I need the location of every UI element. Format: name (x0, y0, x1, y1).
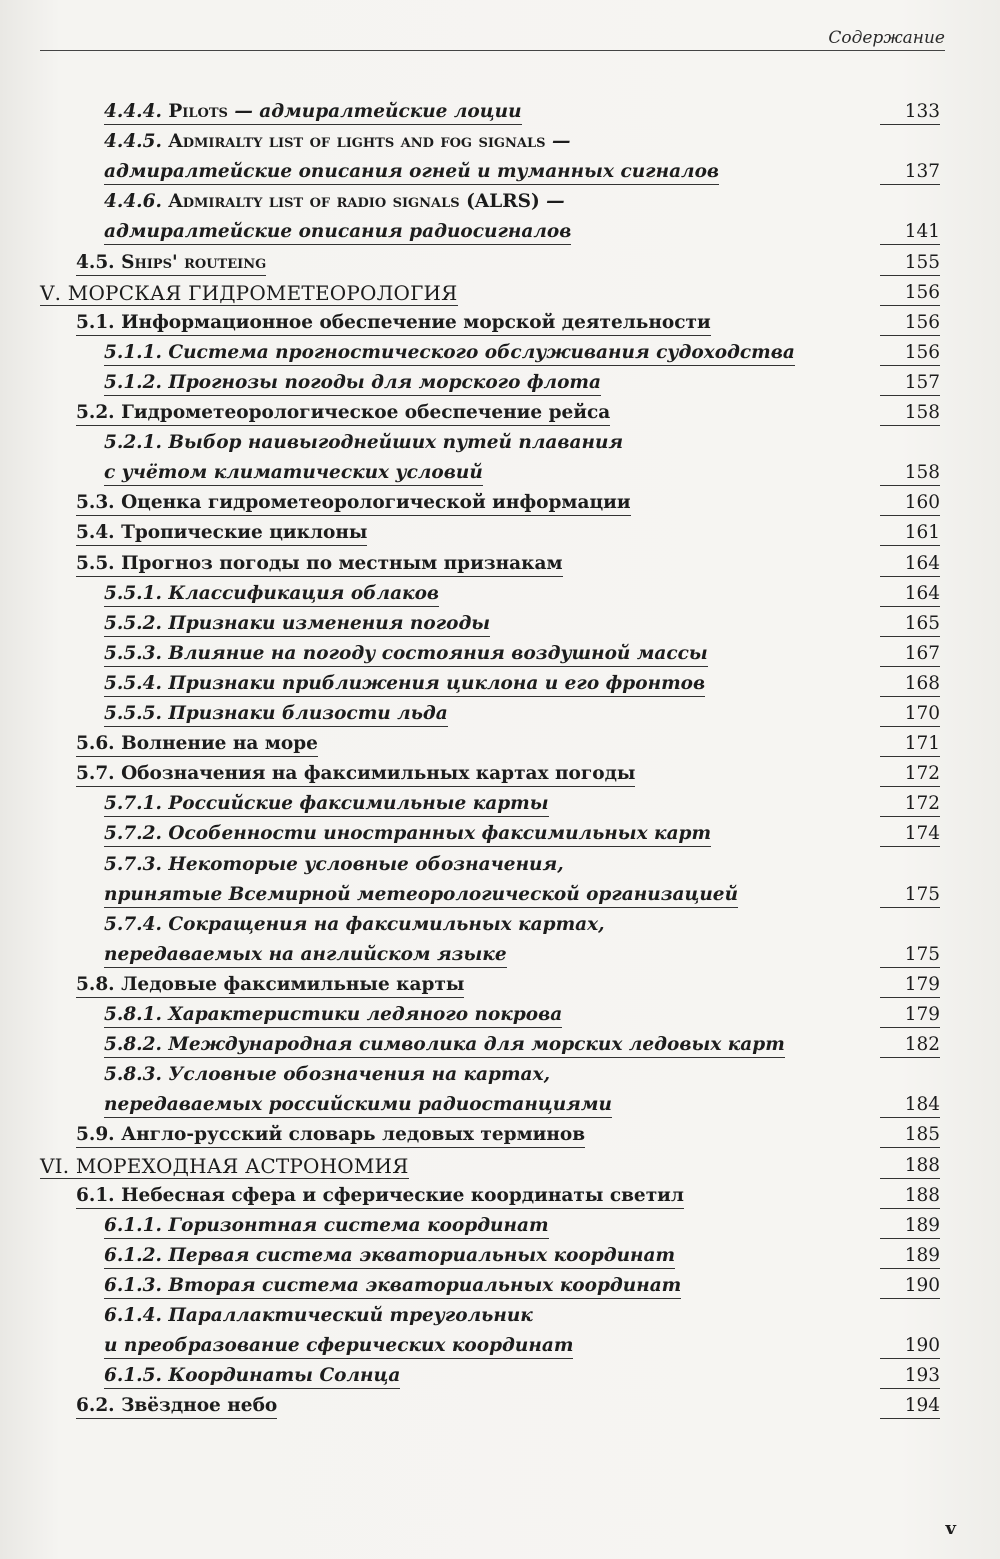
toc-page-number: 179 (880, 1003, 940, 1028)
toc-entry-title: 5.7.1. Российские факсимильные карты (104, 792, 549, 817)
toc-page-number: 164 (880, 552, 940, 577)
toc-entry-title: 5.7.3. Некоторые условные обозначения, (104, 853, 564, 875)
toc-entry (104, 822, 940, 852)
toc-entry (104, 100, 940, 130)
toc-page-number: 179 (880, 973, 940, 998)
toc-entry (76, 401, 940, 431)
toc-entry-title: 5.1.1. Система прогностического обслуживания судоходства (104, 341, 795, 366)
toc-page-number: 156 (880, 311, 940, 336)
toc-entry-title: адмиралтейские описания огней и туманных сигналов (104, 160, 719, 185)
toc-entry-title: 5.8.1. Характеристики ледяного покрова (104, 1003, 562, 1028)
toc-page-number: 155 (880, 251, 940, 276)
toc-entry-title: 5.5.1. Классификация облаков (104, 582, 439, 607)
toc-entry (76, 552, 940, 582)
toc-entry (104, 431, 940, 491)
toc-entry-title: 5.9. Англо-русский словарь ледовых терминов (76, 1123, 585, 1148)
toc-page-number: 156 (880, 281, 940, 306)
toc-entry-title: адмиралтейские описания радиосигналов (104, 220, 571, 245)
toc-entry-title: 5.3. Оценка гидрометеорологической информации (76, 491, 631, 516)
toc-entry (104, 371, 940, 401)
toc-page-number: 161 (880, 521, 940, 546)
toc-entry (104, 612, 940, 642)
toc-page-number: 141 (880, 220, 940, 245)
toc-entry (76, 973, 940, 1003)
toc-entry-title: VI. МОРЕХОДНАЯ АСТРОНОМИЯ (40, 1153, 409, 1178)
toc-page-number: 133 (880, 100, 940, 125)
toc-page-number: 189 (880, 1214, 940, 1239)
toc-entry (104, 792, 940, 822)
toc-entry-title: 5.5.4. Признаки приближения циклона и его фронтов (104, 672, 705, 697)
toc-entry-title: 6.1.2. Первая система экваториальных координат (104, 1244, 675, 1269)
toc-entry (104, 190, 940, 250)
toc-entry (104, 702, 940, 732)
toc-page-number: 172 (880, 762, 940, 787)
toc-entry (104, 1033, 940, 1063)
toc-entry-title: 6.1.4. Параллактический треугольник (104, 1305, 533, 1326)
toc-page-number: 171 (880, 732, 940, 757)
toc-page-number: 188 (880, 1154, 940, 1179)
toc-entry (76, 1184, 940, 1214)
toc-entry-title: передаваемых на английском языке (104, 943, 507, 968)
toc-page-number: 189 (880, 1244, 940, 1269)
toc-entry-title: 5.2.1. Выбор наивыгоднейших путей плавания (104, 432, 624, 454)
toc-page-number: 156 (880, 341, 940, 366)
toc-entry-title: 5.7.2. Особенности иностранных факсимильных карт (104, 822, 711, 847)
toc-entry-title: 6.2. Звёздное небо (76, 1394, 277, 1419)
running-head-title: Содержание (828, 28, 945, 48)
toc-page-number: 175 (880, 943, 940, 968)
toc-entry (76, 311, 940, 341)
toc-page-number: 167 (880, 642, 940, 667)
toc-entry (76, 762, 940, 792)
toc-entry (76, 251, 940, 281)
toc-page-number: 175 (880, 883, 940, 908)
toc-entry-title: 5.8.3. Условные обозначения на картах, (104, 1064, 551, 1086)
toc-entry (76, 1394, 940, 1424)
toc-entry (76, 491, 940, 521)
toc-entry (104, 1274, 940, 1304)
toc-entry (104, 341, 940, 371)
toc-entry-title: 6.1. Небесная сфера и сферические координаты светил (76, 1184, 684, 1209)
toc-entry-title: 5.5.2. Признаки изменения погоды (104, 612, 490, 637)
toc-entry-title: 5.6. Волнение на море (76, 732, 318, 757)
toc-entry-title: 5.5. Прогноз погоды по местным признакам (76, 552, 563, 577)
toc-entry-title: передаваемых российскими радиостанциями (104, 1093, 612, 1118)
toc-page-number: 137 (880, 160, 940, 185)
toc-page-number: 174 (880, 822, 940, 847)
toc-entry (104, 1364, 940, 1394)
toc-entry-title: 5.4. Тропические циклоны (76, 521, 367, 546)
toc-entry (76, 732, 940, 762)
running-head (40, 28, 945, 51)
toc-page-number: 184 (880, 1093, 940, 1118)
toc-entry-title: 5.1. Информационное обеспечение морской деятельности (76, 311, 711, 336)
toc-page-number: 170 (880, 702, 940, 727)
toc-page-number: 157 (880, 371, 940, 396)
toc-page-number: 160 (880, 491, 940, 516)
toc-entry (76, 521, 940, 551)
toc-entry-title: 6.1.3. Вторая система экваториальных координат (104, 1274, 681, 1299)
toc-entry (104, 913, 940, 973)
page-folio: v (945, 1518, 956, 1539)
toc-page-number: 172 (880, 792, 940, 817)
toc-entry-title: 6.1.1. Горизонтная система координат (104, 1214, 549, 1239)
toc-entry-title: 5.5.3. Влияние на погоду состояния воздушной массы (104, 642, 708, 667)
toc-entry-title: принятые Всемирной метеорологической организацией (104, 883, 738, 908)
toc-entry (104, 1304, 940, 1364)
toc-page-number: 190 (880, 1334, 940, 1359)
toc-entry (104, 1003, 940, 1033)
toc-entry-title: 5.7.4. Сокращения на факсимильных картах, (104, 913, 605, 935)
toc-entry-title: 5.8.2. Международная символика для морских ледовых карт (104, 1033, 785, 1058)
toc-entry-title: 6.1.5. Координаты Солнца (104, 1364, 400, 1389)
toc-page-number: 164 (880, 582, 940, 607)
toc-page-number: 158 (880, 461, 940, 486)
toc-entry-title: 4.4.5. Admiralty list of lights and fog signals — (104, 131, 571, 153)
toc-entry-title: V. МОРСКАЯ ГИДРОМЕТЕОРОЛОГИЯ (40, 280, 458, 305)
toc-page-number: 165 (880, 612, 940, 637)
toc-entry-title: 5.7. Обозначения на факсимильных картах погоды (76, 762, 635, 787)
toc-page-number: 182 (880, 1033, 940, 1058)
toc-entry (104, 1244, 940, 1274)
toc-entry-title: 5.8. Ледовые факсимильные карты (76, 973, 464, 998)
toc-entry-title: 5.5.5. Признаки близости льда (104, 702, 448, 727)
toc-entry-title: и преобразование сферических координат (104, 1334, 573, 1359)
toc-entry (76, 1123, 940, 1153)
toc-entry-title: 4.4.6. Admiralty list of radio signals (ALRS) — (104, 191, 565, 213)
toc-entry (40, 281, 940, 311)
toc-entry (104, 672, 940, 702)
toc-page-number: 168 (880, 672, 940, 697)
toc-page-number: 158 (880, 401, 940, 426)
toc-page-number: 194 (880, 1394, 940, 1419)
toc-entry-title: 5.2. Гидрометеорологическое обеспечение рейса (76, 401, 610, 426)
toc-entry (104, 853, 940, 913)
toc-page-number: 190 (880, 1274, 940, 1299)
toc-entry-title: 5.1.2. Прогнозы погоды для морского флота (104, 371, 601, 396)
toc-entry-title: 4.4.4. Pilots — адмиралтейские лоции (104, 100, 522, 125)
toc-page-number: 193 (880, 1364, 940, 1389)
toc-entry (40, 1154, 940, 1184)
toc-page-number: 185 (880, 1123, 940, 1148)
toc-entry (104, 1214, 940, 1244)
toc-page-number: 188 (880, 1184, 940, 1209)
toc-entry (104, 582, 940, 612)
toc-entry-title: с учётом климатических условий (104, 461, 483, 486)
toc-entry-title: 4.5. Ships' routeing (76, 251, 266, 276)
toc-entry (104, 1063, 940, 1123)
toc-entry (104, 642, 940, 672)
toc-entry (104, 130, 940, 190)
